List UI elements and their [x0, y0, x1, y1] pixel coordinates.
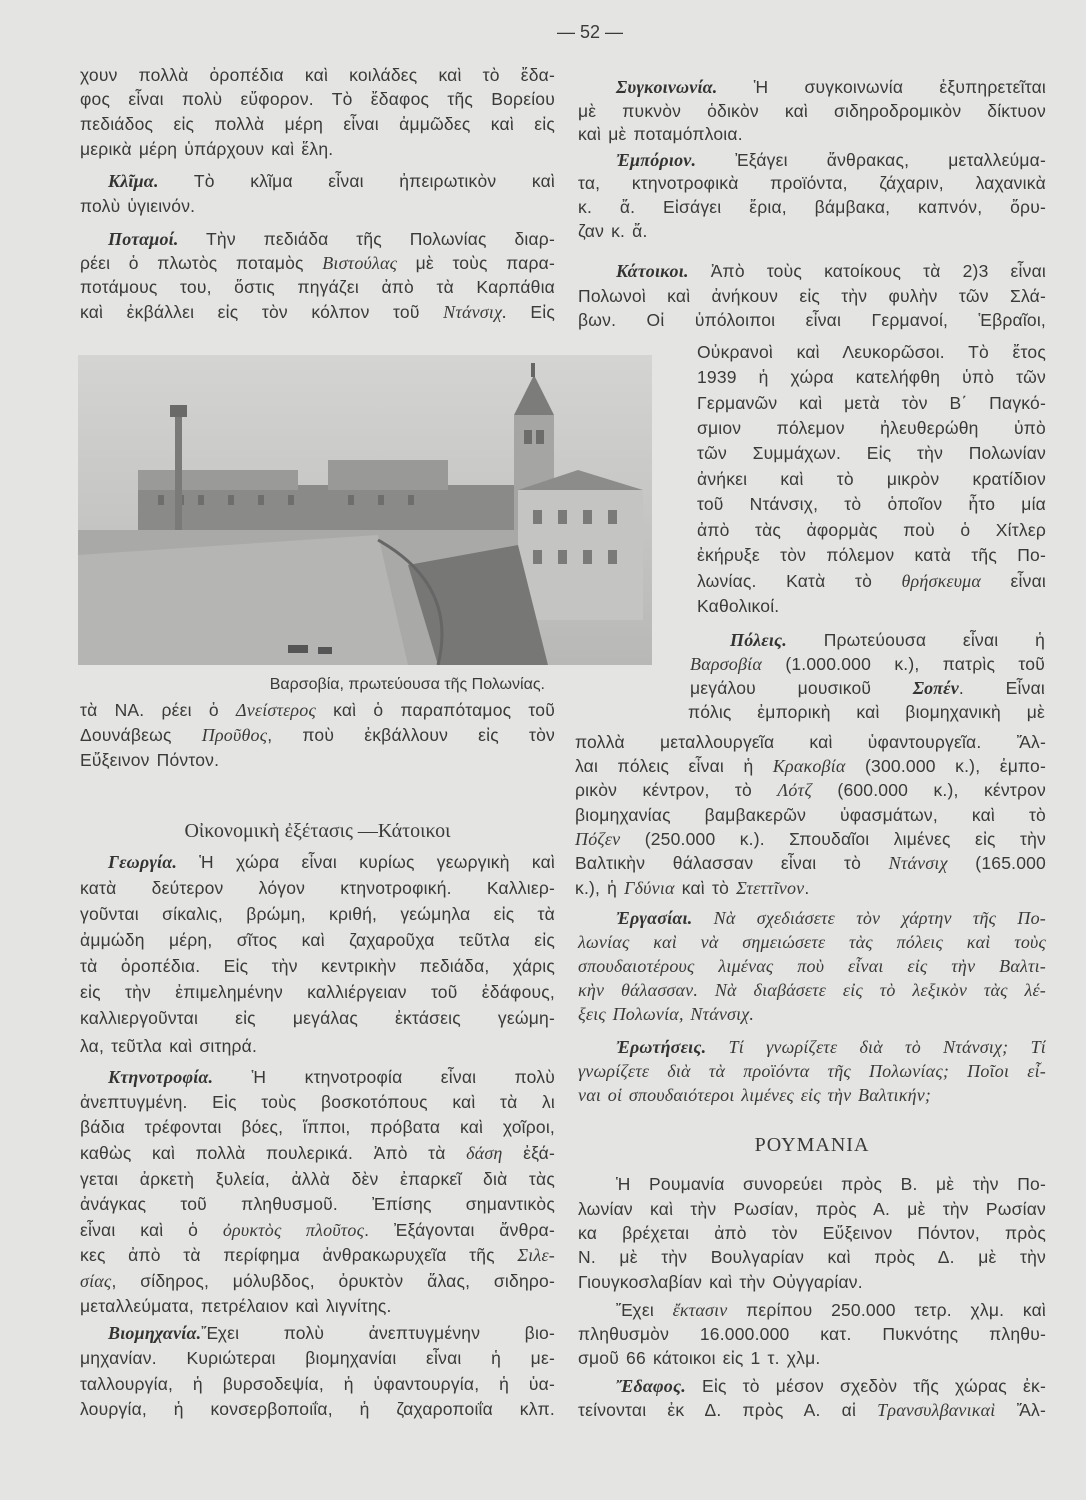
- right-text-line: [697, 340, 1046, 364]
- photo-caption: Βαρσοβία, πρωτεύουσα τῆς Πολωνίας.: [269, 676, 545, 693]
- text-run: κα βρέχεται ἀπὸ τὸν Εὔξεινον Πόντον, πρὸς: [578, 1223, 1046, 1243]
- text-run: καὶ τὸ: [674, 878, 737, 898]
- text-run: (165.000: [947, 853, 1046, 873]
- right-text-line: [578, 171, 1046, 195]
- right-text-line: [578, 284, 1046, 308]
- italic-term: Πόζεν: [575, 829, 621, 849]
- right-text-line: [578, 1346, 1046, 1370]
- text-run: Τὴν πεδιάδα τῆς Πολωνίας διαρ-: [178, 229, 555, 249]
- left-text-line: [80, 1167, 555, 1191]
- text-run: ἐκήρυξε τὸν πόλεμον κατὰ τῆς Πο-: [697, 545, 1046, 565]
- text-run: περίπου 250.000 τετρ. χλμ. καὶ: [727, 1300, 1047, 1320]
- text-run: Ἀπὸ τοὺς κατοίκους τὰ 2)3 εἶναι: [688, 261, 1046, 281]
- italic-term: Τρανσυλβανικαὶ: [877, 1400, 996, 1420]
- left-text-line: [80, 1006, 555, 1030]
- text-run: βάδια τρέφονται βόες, ἵπποι, πρόβατα καὶ χοῖροι,: [80, 1117, 555, 1137]
- italic-term: Κρακοβία: [772, 756, 846, 776]
- section-heading-romania: ΡΟΥΜΑΝΙΑ: [754, 1134, 870, 1156]
- text-run: Ἄλ-: [995, 1400, 1047, 1420]
- text-run: .: [804, 878, 810, 898]
- right-text-line: [578, 99, 1046, 123]
- right-text-line: [616, 259, 1046, 283]
- text-run: κατὰ δεύτερον λόγον κτηνοτροφική. Καλλιερ-: [80, 878, 555, 898]
- left-text-line: [80, 876, 555, 900]
- italic-term: ναι οἱ σπουδαιότεροι λιμένες εἰς τὴν Βαλτικήν;: [578, 1085, 932, 1105]
- run-in-heading: Ἐρωτήσεις.: [616, 1037, 707, 1057]
- italic-term: Στεττῖνον: [736, 878, 805, 898]
- run-in-heading: Πόλεις.: [730, 630, 787, 650]
- run-in-heading: Κτηνοτροφία.: [108, 1067, 214, 1087]
- right-text-line: [578, 195, 1046, 219]
- text-run: φος εἶναι πολὺ εὔφορον. Τὸ ἔδαφος τῆς Βορείου: [80, 89, 555, 109]
- text-run: λωνίας. Κατὰ τὸ: [697, 571, 902, 591]
- text-run: καὶ μὲ ποταμόπλοια.: [578, 124, 743, 144]
- page-number: — 52 —: [556, 22, 624, 42]
- text-run: ἀπὸ τὰς ἀφορμὰς ποὺ ὁ Χίτλερ: [697, 520, 1046, 540]
- right-text-line: [575, 827, 1046, 851]
- text-run: πολὺ ὑγιεινόν.: [80, 196, 196, 216]
- text-run: Καθολικοί.: [697, 596, 780, 616]
- text-run: σμοῦ 66 κάτοικοι εἰς 1 τ. χλμ.: [578, 1348, 821, 1368]
- text-run: (600.000 κ.), κέντρον: [812, 780, 1046, 800]
- right-text-line: [575, 803, 1046, 827]
- right-text-line: [578, 1245, 1046, 1269]
- text-run: Γιουγκοσλαβίαν καὶ τὴν Οὐγγαρίαν.: [578, 1272, 863, 1292]
- right-text-line: [697, 467, 1046, 491]
- text-run: Εὔξεινον Πόντον.: [80, 750, 220, 770]
- right-text-line: [578, 954, 1046, 978]
- right-text-line: [730, 628, 1045, 652]
- run-in-heading: Ποταμοί.: [108, 229, 179, 249]
- text-run: Ἔχει πολὺ ἀνεπτυγμένην βιο-: [201, 1323, 555, 1343]
- text-run: ἐξά-: [502, 1143, 555, 1163]
- run-in-heading: Κάτοικοι.: [616, 261, 689, 281]
- run-in-heading: Ἔδαφος.: [616, 1376, 686, 1396]
- text-run: (250.000 κ.). Σπουδαῖοι λιμένες εἰς τὴν: [620, 829, 1046, 849]
- text-run: Ἡ Ρουμανία συνορεύει πρὸς Β. μὲ τὴν Πο-: [616, 1174, 1046, 1194]
- left-text-line: [80, 1397, 555, 1421]
- italic-term: λωνίας καὶ νὰ σημειώσετε τὰς πόλεις καὶ τοὺς: [578, 932, 1046, 952]
- text-run: Ἔχει: [616, 1300, 673, 1320]
- right-text-line: [697, 518, 1046, 542]
- left-text-line: [80, 980, 555, 1004]
- italic-term: Νὰ σχεδιάσετε τὸν χάρτην τῆς Πο-: [692, 908, 1046, 928]
- text-run: καὶ ἐκβάλλει εἰς τὸν κόλπον τοῦ: [80, 302, 444, 322]
- text-run: γοῦνται σίκαλις, βρώμη, κριθή, γεώμηλα εἰς τὰ: [80, 904, 555, 924]
- text-run: 1939 ἡ χώρα κατελήφθη ὑπὸ τῶν: [697, 367, 1046, 387]
- left-text-line: [80, 112, 555, 136]
- text-run: πεδιάδος εἰς πολλὰ μέρη εἶναι ἀμμῶδες καὶ εἰς: [80, 114, 555, 134]
- right-text-line: [616, 148, 1046, 172]
- right-text-line: [575, 730, 1046, 754]
- text-run: εἶναι καὶ ὁ: [80, 1220, 223, 1240]
- italic-term: Σιλε-: [517, 1245, 555, 1265]
- right-text-line: [578, 1322, 1046, 1346]
- left-text-line: [80, 1294, 555, 1318]
- italic-term: κὴν θάλασσαν. Νὰ διαβάσετε εἰς τὸ λεξικὸν τὰς λέ-: [578, 980, 1046, 1000]
- text-run: Βαλτικὴν θάλασσαν εἶναι τὸ: [575, 853, 889, 873]
- left-text-line: [108, 1321, 555, 1345]
- left-text-line: [80, 1346, 555, 1370]
- text-run: ζαν κ. ἄ.: [578, 221, 648, 241]
- right-text-line: [578, 1197, 1046, 1221]
- text-run: ἀνάγκας τοῦ πληθυσμοῦ. Ἐπίσης σημαντικὸς: [80, 1194, 555, 1214]
- italic-term: ξεις Πολωνία, Ντάνσιχ.: [578, 1004, 755, 1024]
- italic-term: ὀρυκτὸς πλοῦτος: [222, 1220, 365, 1240]
- right-text-line: [578, 122, 1046, 146]
- left-text-line: [80, 1141, 555, 1165]
- run-in-heading: Κλῖμα.: [108, 171, 159, 191]
- text-run: λουργία, ἡ κονσερβοποιΐα, ἡ ζαχαροποιΐα κλπ.: [80, 1399, 555, 1419]
- text-run: . Ἐξάγονται ἄνθρα-: [364, 1220, 555, 1240]
- left-text-line: [80, 1372, 555, 1396]
- left-text-line: [80, 902, 555, 926]
- right-text-line: [697, 391, 1046, 415]
- text-run: Ν. μὲ τὴν Βουλγαρίαν καὶ πρὸς Δ. μὲ τὴν: [578, 1247, 1046, 1267]
- text-run: , ποὺ ἐκβάλλουν εἰς τὸν: [267, 725, 555, 745]
- italic-term: σπουδαιοτέρους λιμένας ποὺ εἶναι εἰς τὴν Βαλτι-: [578, 956, 1046, 976]
- italic-term: σίας: [80, 1271, 112, 1291]
- left-text-line: [80, 1090, 555, 1114]
- text-run: Ἡ χώρα εἶναι κυρίως γεωργικὴ καὶ: [177, 852, 555, 872]
- right-text-line: [697, 569, 1046, 593]
- right-text-line: [616, 1035, 1046, 1059]
- text-run: εἶναι: [981, 571, 1046, 591]
- text-run: Δουνάβεως: [80, 725, 202, 745]
- text-run: βων. Οἱ ὑπόλοιποι εἶναι Γερμανοί, Ἑβραῖοι,: [578, 310, 1046, 330]
- text-run: κες ἀπὸ τὰ περίφημα ἀνθρακωρυχεῖα τῆς: [80, 1245, 518, 1265]
- left-text-line: [80, 1034, 555, 1058]
- text-run: βιομηχανίας βαμβακερῶν ὑφασμάτων, καὶ τὸ: [575, 805, 1046, 825]
- right-text-line: [697, 416, 1046, 440]
- text-run: ἀνήκει καὶ τὸ μικρὸν κρατίδιον: [697, 469, 1046, 489]
- text-run: ἀμμώδη μέρη, σῖτος καὶ ζαχαροῦχα τεῦτλα εἰς: [80, 930, 555, 950]
- text-run: (300.000 κ.), ἐμπο-: [845, 756, 1046, 776]
- right-text-line: [578, 308, 1046, 332]
- text-run: , σίδηρος, μόλυβδος, ὀρυκτὸν ἅλας, σιδηρο-: [111, 1271, 555, 1291]
- left-text-line: [80, 251, 555, 275]
- text-run: τὰ ὀροπέδια. Εἰς τὴν κεντρικὴν πεδιάδα, χάρις: [80, 956, 555, 976]
- text-run: λα, τεῦτλα καὶ σιτηρά.: [80, 1036, 258, 1056]
- left-text-line: [108, 1065, 555, 1089]
- run-in-heading: Βιομηχανία.: [108, 1323, 202, 1343]
- right-text-line: [697, 543, 1046, 567]
- right-text-line: [578, 1398, 1046, 1422]
- right-text-line: [688, 700, 1045, 724]
- left-text-line: [108, 169, 555, 193]
- text-run: (1.000.000 κ.), πατρὶς τοῦ: [761, 654, 1045, 674]
- right-text-line: [578, 1059, 1046, 1083]
- italic-term: Βαρσοβία: [690, 654, 762, 674]
- text-run: λωνίαν καὶ τὴν Ρωσίαν, πρὸς Α. μὲ τὴν Ρωσίαν: [578, 1199, 1046, 1219]
- italic-term: γνωρίζετε διὰ τὰ προϊόντα τῆς Πολωνίας; Ποῖοι εἶ-: [578, 1061, 1046, 1081]
- italic-term: Προῦθος: [201, 725, 268, 745]
- text-run: καθὼς καὶ πολλὰ πουλερικά. Ἀπὸ τὰ: [80, 1143, 467, 1163]
- section-heading-economy: Οἰκονομικὴ ἐξέτασις —Κάτοικοι: [184, 820, 451, 842]
- left-text-line: [80, 1269, 555, 1293]
- left-text-line: [80, 748, 555, 772]
- italic-term: δάση: [466, 1143, 503, 1163]
- right-text-line: [697, 492, 1046, 516]
- left-text-line: [80, 194, 555, 218]
- right-text-line: [690, 676, 1045, 700]
- right-text-line: [578, 1083, 1046, 1107]
- left-text-line: [80, 928, 555, 952]
- right-text-line: [575, 851, 1046, 875]
- text-run: Ἐξάγει ἄνθρακας, μεταλλεύμα-: [696, 150, 1046, 170]
- text-run: ρέει ὁ πλωτὸς ποταμὸς: [80, 253, 323, 273]
- right-text-line: [616, 906, 1046, 930]
- italic-term: Ντάνσιχ: [888, 853, 948, 873]
- text-run: Εἰς: [506, 302, 555, 322]
- left-text-line: [80, 1218, 555, 1242]
- text-run: τοῦ Ντάνσιχ, τὸ ὁποῖον ἦτο μία: [697, 494, 1046, 514]
- right-text-line: [578, 1221, 1046, 1245]
- text-run: χουν πολλὰ ὀροπέδια καὶ κοιλάδες καὶ τὸ ἔδα-: [80, 65, 555, 85]
- run-in-heading: Ἐμπόριον.: [616, 150, 697, 170]
- text-run: μεταλλεύματα, πετρέλαιον καὶ λιγνίτης.: [80, 1296, 392, 1316]
- text-run: . Εἶναι: [958, 678, 1045, 698]
- text-run: πληθυσμὸν 16.000.000 κατ. Πυκνότης πληθυ-: [578, 1324, 1046, 1344]
- run-in-heading: Ἐργασίαι.: [616, 908, 693, 928]
- left-text-line: [80, 954, 555, 978]
- left-text-line: [80, 137, 555, 161]
- left-text-line: [80, 87, 555, 111]
- text-run: εἰς τὴν ἐπιμελημένην καλλιέργειαν τοῦ ἐδάφους,: [80, 982, 555, 1002]
- left-text-line: [80, 275, 555, 299]
- text-run: Γερμανῶν καὶ μετὰ τὸν Β΄ Παγκό-: [697, 393, 1046, 413]
- text-run: μὲ τοὺς παρα-: [397, 253, 555, 273]
- text-run: καὶ ὁ παραπόταμος τοῦ: [315, 700, 555, 720]
- right-text-line: [575, 754, 1046, 778]
- right-text-line: [616, 1298, 1046, 1322]
- text-run: σμιον πόλεμον ἠλευθερώθη ὑπὸ: [697, 418, 1046, 438]
- left-text-line: [108, 850, 555, 874]
- text-run: μεγάλου μουσικοῦ: [690, 678, 913, 698]
- run-in-heading: Συγκοινωνία.: [616, 77, 718, 97]
- left-text-line: [80, 63, 555, 87]
- text-run: πολλὰ μεταλλουργεῖα καὶ ὑφαντουργεῖα. Ἄλ-: [575, 732, 1046, 752]
- italic-term: θρήσκευμα: [901, 571, 982, 591]
- text-run: λαι πόλεις εἶναι ἡ: [575, 756, 773, 776]
- text-run: ποτάμους του, ὅστις πηγάζει ἀπὸ τὰ Καρπάθια: [80, 277, 555, 297]
- right-text-line: [616, 75, 1046, 99]
- text-run: τῶν Συμμάχων. Εἰς τὴν Πολωνίαν: [697, 443, 1046, 463]
- left-text-line: [108, 227, 555, 251]
- text-run: ρικὸν κέντρον, τὸ: [575, 780, 778, 800]
- text-run: τείνονται ἐκ Δ. πρὸς Α. αἱ: [578, 1400, 878, 1420]
- right-text-line: [575, 778, 1046, 802]
- left-text-line: [80, 1192, 555, 1216]
- text-run: Πολωνοὶ καὶ ἀνήκουν εἰς τὴν φυλὴν τῶν Σλά-: [578, 286, 1046, 306]
- text-run: κ.), ἡ: [575, 878, 625, 898]
- right-text-line: [575, 876, 1046, 900]
- text-run: Εἰς τὸ μέσον σχεδὸν τῆς χώρας ἐκ-: [685, 1376, 1046, 1396]
- left-text-line: [80, 723, 555, 747]
- right-text-line: [578, 930, 1046, 954]
- right-text-line: [697, 441, 1046, 465]
- left-text-line: [80, 698, 555, 722]
- italic-term: Ντάνσιχ.: [443, 302, 507, 322]
- text-run: γεται ἀρκετὴ ξυλεία, ἀλλὰ δὲν ἐπαρκεῖ διὰ τὰς: [80, 1169, 555, 1189]
- text-run: μερικὰ μέρη ὑπάρχουν καὶ ἕλη.: [80, 139, 334, 159]
- text-run: Ἡ συγκοινωνία ἐξυπηρετεῖται: [717, 77, 1046, 97]
- text-run: τὰ ΝΑ. ρέει ὁ: [80, 700, 236, 720]
- text-run: κ. ἄ. Εἰσάγει ἔρια, βάμβακα, καπνόν, ὄρυ-: [578, 197, 1046, 217]
- text-run: ταλλουργία, ἡ βυρσοδεψία, ἡ ὑφαντουργία, ἡ ὑα-: [80, 1374, 555, 1394]
- italic-term: Δνείστερος: [235, 700, 316, 720]
- left-text-line: [80, 1243, 555, 1267]
- text-run: μηχανίαν. Κυριώτεραι βιομηχανίαι εἶναι ἡ με-: [80, 1348, 555, 1368]
- right-text-line: [616, 1374, 1046, 1398]
- right-text-line: [697, 365, 1046, 389]
- text-run: μὲ πυκνὸν ὁδικὸν καὶ σιδηροδρομικὸν δίκτυον: [578, 101, 1046, 121]
- run-in-heading: Σοπέν: [912, 678, 959, 698]
- right-text-line: [578, 219, 1046, 243]
- text-run: Πρωτεύουσα εἶναι ἡ: [786, 630, 1045, 650]
- right-text-line: [697, 594, 1046, 618]
- right-text-line: [578, 1002, 1046, 1026]
- text-run: πόλις ἐμπορικὴ καὶ βιομηχανικὴ μὲ: [688, 702, 1045, 722]
- text-run: τα, κτηνοτροφικὰ προϊόντα, ζάχαριν, λαχανικὰ: [578, 173, 1046, 193]
- italic-term: Τί γνωρίζετε διὰ τὸ Ντάνσιχ; Τί: [706, 1037, 1046, 1057]
- right-text-line: [578, 1270, 1046, 1294]
- italic-term: Γδύνια: [624, 878, 675, 898]
- right-text-line: [578, 978, 1046, 1002]
- italic-term: Λότζ: [777, 780, 813, 800]
- left-text-line: [80, 300, 555, 324]
- italic-term: Βιστούλας: [322, 253, 398, 273]
- text-run: καλλιεργοῦνται εἰς μεγάλας ἐκτάσεις γεώμη-: [80, 1008, 555, 1028]
- text-run: Ἡ κτηνοτροφία εἶναι πολὺ: [213, 1067, 555, 1087]
- text-run: Οὐκρανοὶ καὶ Λευκορῶσοι. Τὸ ἔτος: [697, 342, 1046, 362]
- text-run: Τὸ κλῖμα εἶναι ἠπειρωτικὸν καὶ: [158, 171, 555, 191]
- run-in-heading: Γεωργία.: [108, 852, 178, 872]
- text-run: ἀνεπτυγμένη. Εἰς τοὺς βοσκοτόπους καὶ τὰ λι: [80, 1092, 555, 1112]
- italic-term: ἔκτασιν: [672, 1300, 728, 1320]
- photo-warsaw-square: [78, 355, 652, 665]
- right-text-line: [690, 652, 1045, 676]
- left-text-line: [80, 1115, 555, 1139]
- right-text-line: [616, 1172, 1046, 1196]
